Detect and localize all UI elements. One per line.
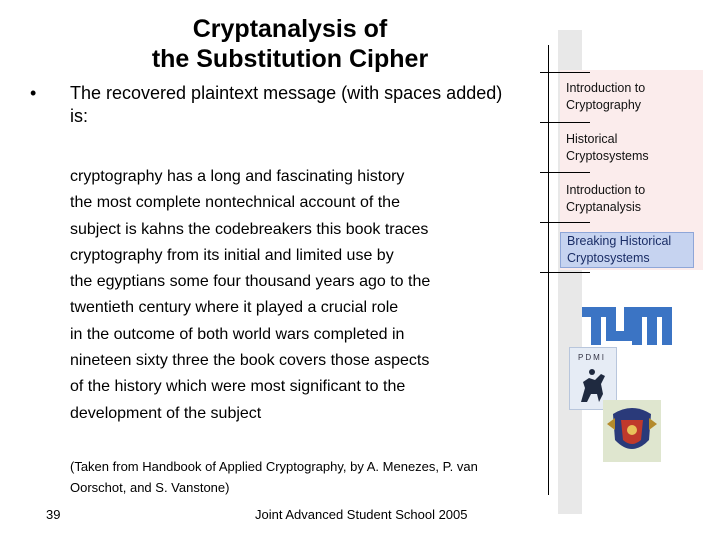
plaintext-line: cryptography from its initial and limited use by	[70, 246, 394, 264]
nav-item-label: Cryptography	[566, 98, 642, 112]
citation-line-2: Oorschot, and S. Vanstone)	[70, 480, 230, 495]
nav-item-introduction-to-cryptanalysis[interactable]	[566, 182, 696, 216]
source-citation	[70, 456, 540, 498]
nav-item-breaking-historical-cryptosystems[interactable]	[560, 232, 694, 268]
plaintext-line: the most complete nontechnical account of the	[70, 194, 400, 212]
nav-item-label: Breaking Historical	[567, 234, 672, 248]
nav-divider	[540, 122, 590, 123]
title-line-1: Cryptanalysis of	[192, 15, 388, 43]
plaintext-line: development of the subject	[70, 404, 262, 422]
nav-item-historical-cryptosystems[interactable]	[566, 131, 696, 165]
bullet-point	[30, 82, 510, 128]
plaintext-message	[70, 164, 510, 427]
title-line-2: the Substitution Cipher	[151, 45, 429, 73]
nav-divider	[540, 72, 590, 73]
nav-item-label: Cryptosystems	[567, 251, 650, 265]
plaintext-line: the egyptians some four thousand years ago to the	[70, 273, 431, 291]
bullet-text: The recovered plaintext message (with spaces added) is:	[70, 83, 503, 126]
plaintext-line: in the outcome of both world wars completed in	[70, 325, 405, 343]
nav-divider	[540, 172, 590, 173]
nav-divider	[540, 222, 590, 223]
plaintext-line: nineteen sixty three the book covers those aspects	[70, 352, 430, 370]
plaintext-line: twentieth century where it played a crucial role	[70, 299, 399, 317]
nav-item-label: Cryptosystems	[566, 149, 649, 163]
citation-line-1: (Taken from Handbook of Applied Cryptography, by A. Menezes, P. van	[70, 459, 478, 474]
nav-item-label: Introduction to	[566, 183, 646, 197]
nav-item-label: Cryptanalysis	[566, 200, 642, 214]
pdmi-logo-label: PDMI	[578, 353, 606, 362]
plaintext-line: cryptography has a long and fascinating history	[70, 168, 405, 185]
plaintext-line: of the history which were most significant to the	[70, 378, 406, 396]
nav-item-label: Introduction to	[566, 81, 646, 95]
nav-item-introduction-to-cryptography[interactable]	[566, 80, 696, 114]
coat-of-arms-icon	[603, 400, 661, 462]
plaintext-line: subject is kahns the codebreakers this book traces	[70, 220, 429, 238]
footer-text: Joint Advanced Student School 2005	[255, 507, 468, 522]
slide-title	[100, 14, 480, 74]
crest-logo	[603, 400, 661, 462]
nav-divider	[540, 272, 590, 273]
nav-item-label: Historical	[566, 132, 618, 146]
tum-logo	[580, 303, 675, 348]
bullet-dot-icon: •	[30, 83, 37, 103]
page-number: 39	[46, 507, 61, 522]
nav-divider-vertical	[548, 45, 549, 495]
